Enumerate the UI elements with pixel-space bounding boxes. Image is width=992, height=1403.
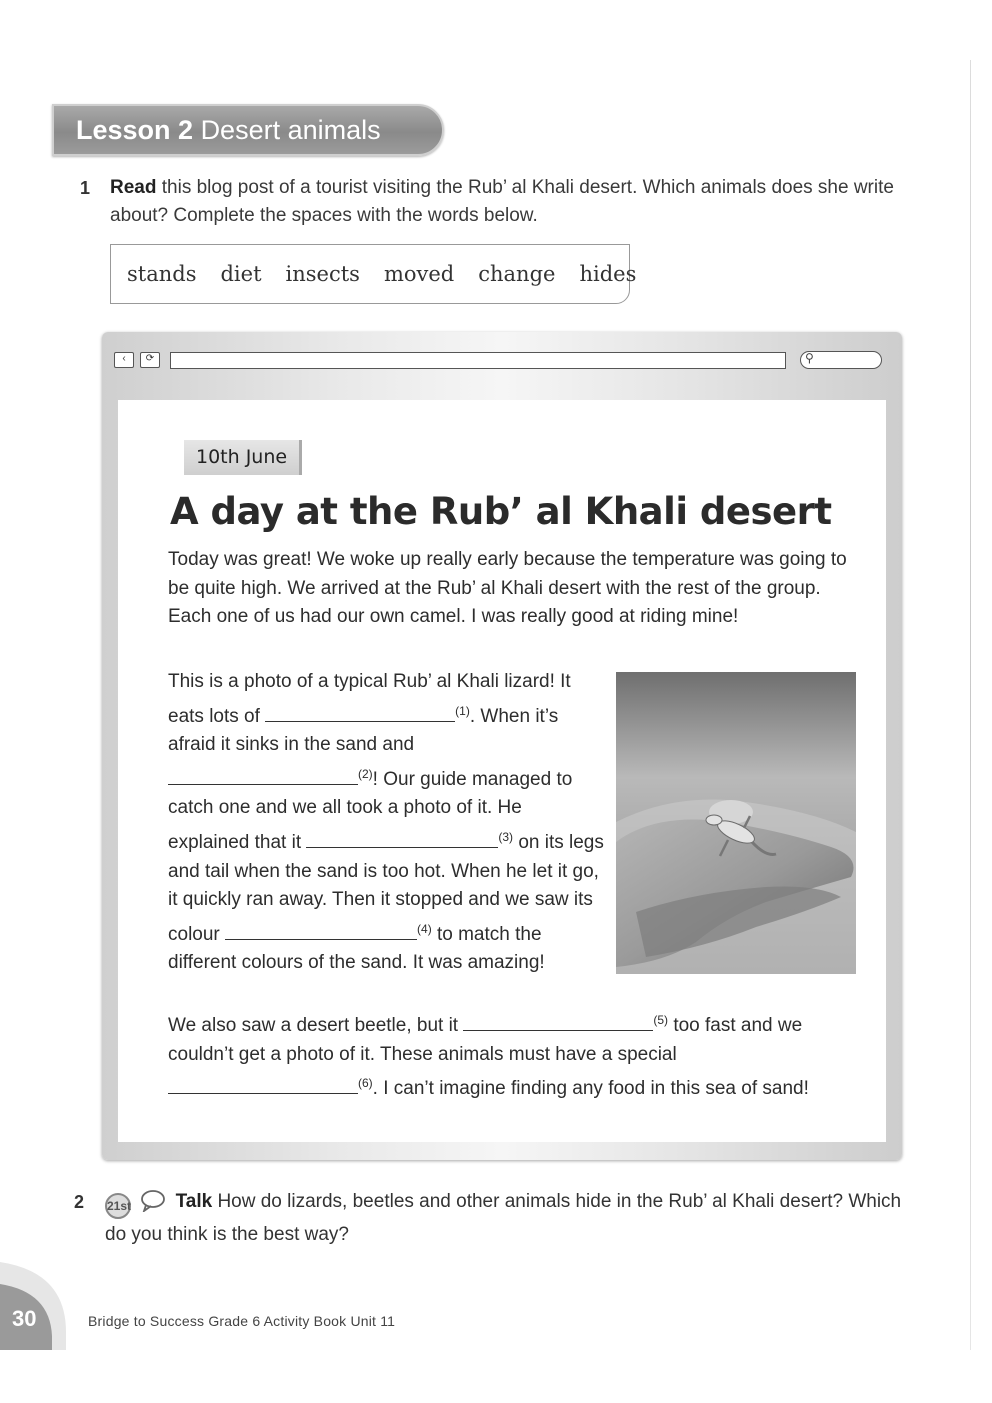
blank-number: (5) [653,1013,669,1027]
page-number: 30 [12,1306,37,1331]
blank-number: (6) [358,1076,373,1091]
answer-blank-3[interactable] [306,830,498,848]
answer-blank-5[interactable] [463,1013,653,1031]
answer-blank-6[interactable] [168,1076,358,1094]
paragraph-text: This is a photo of a typical Rub’ al Khali lizard! It eats lots of [168,671,571,727]
paragraph-text: . When it’s afraid it sinks in the sand and [168,705,559,756]
answer-blank-1[interactable] [265,704,455,722]
lesson-label: Lesson 2 [76,115,194,145]
blank-number: (4) [417,921,432,936]
blog-date: 10th June [184,440,302,475]
word-box-item: stands [127,262,197,286]
reload-icon: ⟳ [140,352,160,368]
paragraph-text: too fast and we couldn’t get a photo of it. These animals must have a special [168,1015,803,1065]
blank-number: (2) [358,766,373,781]
answer-blank-2[interactable] [168,767,358,785]
blog-paragraph-3 [168,1006,868,1104]
question-1-number: 1 [80,178,91,198]
question-2-number: 2 [74,1192,85,1212]
21st-century-skills-icon: 21st [105,1193,131,1219]
blank-number: (1) [455,703,470,718]
back-arrow-icon: ‹ [114,352,134,368]
blog-title: A day at the Rub’ al Khali desert [170,490,832,533]
word-box-item: insects [285,262,360,286]
lizard-photo [616,672,856,974]
word-box-item: diet [220,262,262,286]
question-1-instruction [110,174,930,230]
browser-frame [102,332,902,1160]
paragraph-text: to match the different colours of the sand. It was amazing! [168,923,545,974]
lesson-banner [52,104,444,156]
paragraph-text: on its legs and tail when the sand is too hot. When he let it go, it quickly ran away. Then it stopped and we saw its colour [168,831,604,945]
question-2-text: How do lizards, beetles and other animals hide in the Rub’ al Khali desert? Which do you think is the best way? [105,1191,902,1245]
question-1-verb: Read [110,177,157,198]
question-2-verb: Talk [175,1191,213,1212]
word-box-item: change [478,262,556,286]
question-2 [105,1186,905,1250]
address-bar [170,352,786,369]
answer-blank-4[interactable] [225,922,417,940]
search-icon: ⚲ [805,351,814,365]
page-edge-line [970,60,971,1350]
footer-text: Bridge to Success Grade 6 Activity Book Unit 11 [88,1313,396,1329]
blog-paragraph-2 [168,668,608,978]
search-box [800,351,882,369]
blog-content [118,400,886,1142]
paragraph-text: . I can’t imagine finding any food in this sea of sand! [372,1078,809,1100]
question-1-text: this blog post of a tourist visiting the Rub’ al Khali desert. Which animals does she write about? Complete the spaces with the words below. [110,177,894,226]
blog-paragraph-1: Today was great! We woke up really early because the temperature was going to be quite high. We arrived at the Rub’ al Khali desert with the rest of the group. Each one of us had our own camel. I was really good at riding mine! [168,549,847,628]
lesson-title: Desert animals [200,115,381,145]
speech-bubble-icon [140,1188,166,1212]
browser-toolbar [114,350,890,372]
word-box-item: moved [383,262,455,286]
word-box-item: hides [579,262,637,286]
lizard-on-hand-image [616,672,856,974]
blank-number: (3) [498,829,514,844]
word-box [110,244,637,304]
paragraph-text: We also saw a desert beetle, but it [168,1015,464,1036]
paragraph-text: ! Our guide managed to catch one and we all took a photo of it. He explained that it [168,768,573,853]
